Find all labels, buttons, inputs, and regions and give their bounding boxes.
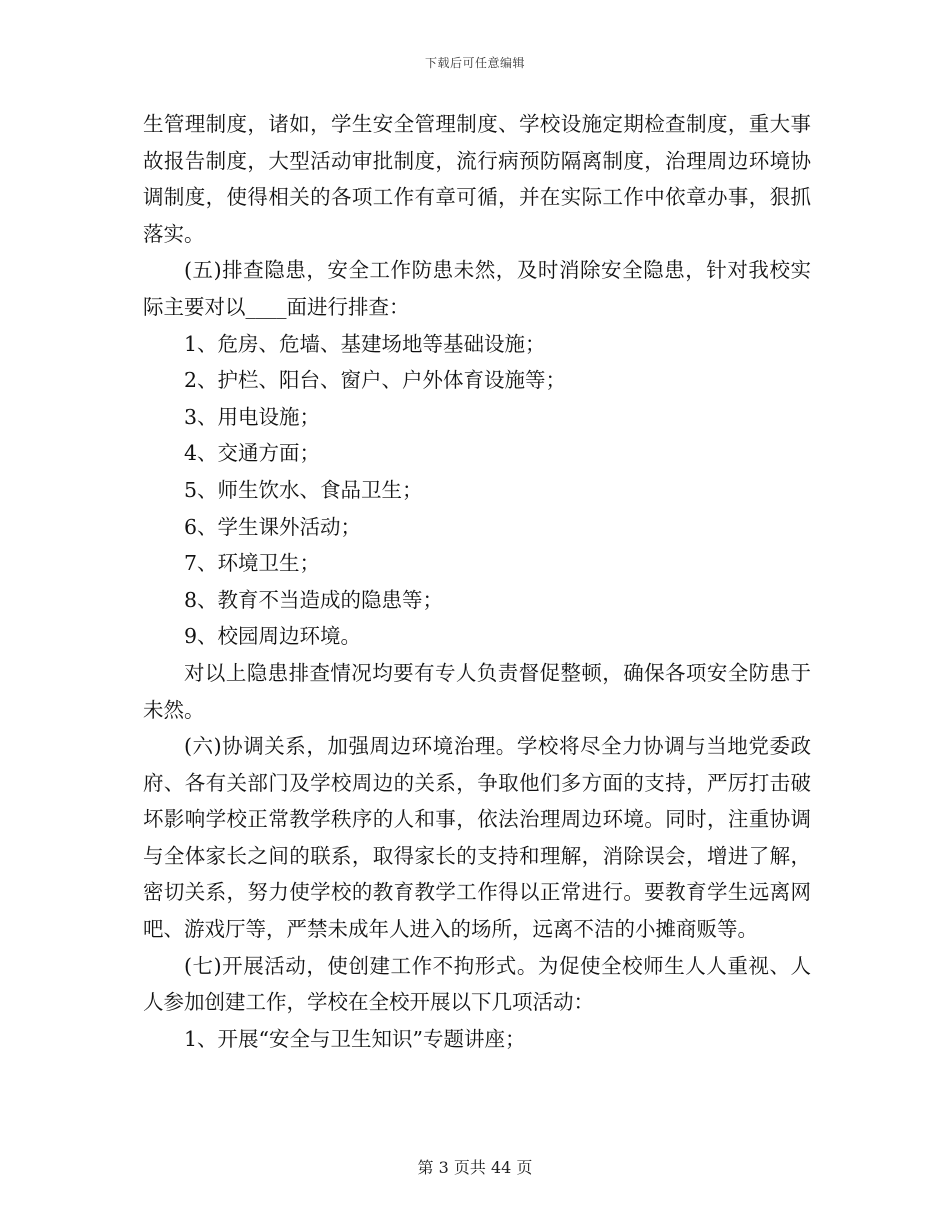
page-footer: 第 3 页共 44 页 — [417, 1158, 533, 1177]
paragraph: 生管理制度，诸如，学生安全管理制度、学校设施定期检查制度，重大事故报告制度，大型活动审批制度，流行病预防隔离制度，治理周边环境协调制度，使得相关的各项工作有章可循，并在实际工作中依章办事，狠抓落实。 — [143, 112, 811, 246]
document-body — [143, 106, 811, 1057]
list-item: 2、护栏、阳台、窗户、户外体育设施等； — [184, 368, 567, 393]
page-header: 下载后可任意编辑 — [424, 56, 525, 70]
list-item: 6、学生课外活动； — [184, 514, 362, 539]
list-item: 7、环境卫生； — [184, 551, 321, 576]
paragraph: (七)开展活动，使创建工作不拘形式。为促使全校师生人人重视、人人参加创建工作，学校在全校开展以下几项活动： — [143, 953, 811, 1015]
list-item: 3、用电设施； — [184, 404, 321, 429]
paragraph: (六)协调关系，加强周边环境治理。学校将尽全力协调与当地党委政府、各有关部门及学校周边的关系，争取他们多方面的支持，严厉打击破坏影响学校正常教学秩序的人和事，依法治理周边环境。同时，注重协调与全体家长之间的联系，取得家长的支持和理解，消除误会，增进了解，密切关系，努力使学校的教育教学工作得以正常进行。要教育学生远离网吧、游戏厅等，严禁未成年人进入的场所，远离不洁的小摊商贩等。 — [143, 734, 811, 942]
paragraph: 对以上隐患排查情况均要有专人负责督促整顿，确保各项安全防患于未然。 — [143, 660, 811, 722]
paragraph: (五)排查隐患，安全工作防患未然，及时消除安全隐患，针对我校实际主要对以____面进行排查： — [143, 258, 811, 319]
list-item: 8、教育不当造成的隐患等； — [184, 587, 444, 612]
list-item: 5、师生饮水、食品卫生； — [184, 477, 423, 502]
list-item: 1、危房、危墙、基建场地等基础设施； — [184, 331, 546, 356]
list-item: 9、校园周边环境。 — [184, 624, 362, 649]
list-item: 4、交通方面； — [184, 441, 321, 466]
list-item: 1、开展“安全与卫生知识”专题讲座； — [184, 1026, 526, 1051]
